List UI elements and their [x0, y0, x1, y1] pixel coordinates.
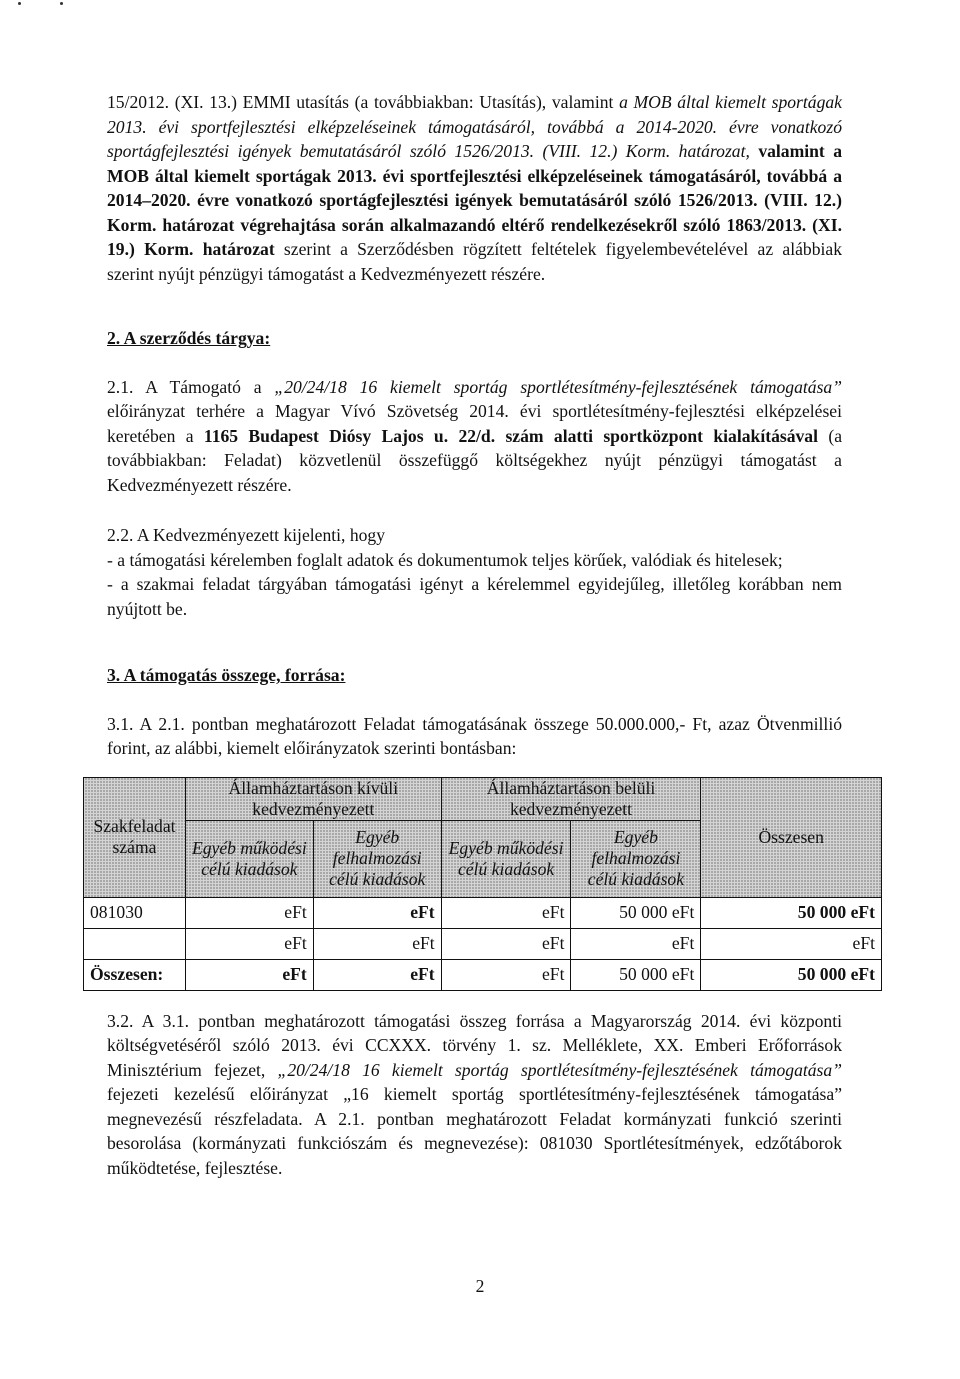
declaration-item-2: - a szakmai feladat tárgyában támogatási igényt a kérelemmel egyidejűleg, illetőleg korábban nem nyújtott be.: [107, 574, 842, 619]
paragraph-3-2: 3.2. A 3.1. pontban meghatározott támogatási összeg forrása a Magyarország 2014. évi központi költségvetéséről szóló 2013. évi CCXXX. törvény 1. sz. Melléklete, XX. Emberi Erőforrások Minisztérium fejezet, „20/24/18 16 kiemelt sportág sportlétesítmény-fejlesztésének támogatása” fejezeti kezelésű előirányzat „16 kiemelt sportág sportlétesítmény-fejlesztésének támogatása” megnevezésű részfeladata. A 2.1. pontban meghatározott Feladat kormányzati funkció szerinti besorolása (kormányzati funkciószám és megnevezése): 081030 Sportlétesítmények, edzőtáborok működtetése, fejlesztése.: [107, 1010, 842, 1178]
intro-text-1: 15/2012. (XI. 13.) EMMI utasítás (a továbbiakban: Utasítás), valamint: [107, 92, 620, 112]
paragraph-3-1: 3.1. A 2.1. pontban meghatározott Feladat támogatásának összege 50.000.000,- Ft, azaz Ötvenmillió forint, az alábbi, kiemelt előirányzatok szerinti bontásban:: [107, 713, 842, 758]
header-total: Összesen: [701, 777, 882, 897]
section-2-heading: 2. A szerződés tárgya:: [107, 328, 271, 348]
paragraph-2-2-intro: 2.2. A Kedvezményezett kijelenti, hogy: [107, 525, 386, 545]
intro-text-4: szerint a Szerződésben rögzített feltételek figyelembevételével az alábbiak szerint nyújt pénzügyi támogatást a Kedvezményezett részére.: [107, 239, 843, 284]
header-group-outside: Államháztartáson kívüli kedvezményezett: [185, 777, 441, 820]
subheader-operating-inside: Egyéb működési célú kiadások: [441, 820, 571, 897]
appropriation-name-2: „20/24/18 16 kiemelt sportág sportlétesítmény-fejlesztésének támogatása”: [277, 1059, 842, 1080]
paragraph-2-1: 2.1. A Támogató a „20/24/18 16 kiemelt sportág sportlétesítmény-fejlesztésének támogatása” előirányzat terhére a Magyar Vívó Szövetség 2014. évi sportlétesítmény-fejlesztési elképzelései keretében a 1165 Budapest Diósy Lajos u. 22/d. szám alatti sportközpont kialakításával (a továbbiakban: Feladat) közvetlenül összefüggő költségekhez nyújt pénzügyi támogatást a Kedvezményezett részére.: [107, 376, 843, 495]
header-group-inside: Államháztartáson belüli kedvezményezett: [441, 777, 701, 820]
intro-paragraph: [107, 90, 842, 286]
page-number: 2: [475, 1276, 485, 1296]
table-total-row: Összesen: eFt eFt eFt 50 000 eFt 50 000 eFt: [84, 959, 882, 990]
budget-table: [83, 777, 882, 991]
table-row: 081030 eFt eFt eFt 50 000 eFt 50 000 eFt: [84, 897, 882, 928]
paragraph-2-2: [107, 523, 842, 621]
section-3-heading: 3. A támogatás összege, forrása:: [107, 665, 346, 685]
appropriation-name: „20/24/18 16 kiemelt sportág sportlétesítmény-fejlesztésének támogatása”: [274, 376, 842, 397]
project-address: 1165 Budapest Diósy Lajos u. 22/d. szám alatti sportközpont kialakításával: [203, 425, 818, 446]
intro-bold-reference: valamint a MOB által kiemelt sportágak 2013. évi sportfejlesztési elképzeléseinek támogatásáról, továbbá a 2014–2020. évre vonatkozó sportágfejlesztési igények bemutatásáról szóló 1526/2013. (VIII. 12.) Korm. határozat végrehajtása során alkalmazandó eltérő rendelkezésekről szóló 1863/2013. (XI. 19.) Korm. határozat: [107, 141, 843, 259]
table-header-row: [84, 777, 882, 820]
subheader-capital-inside: Egyéb felhalmozási célú kiadások: [571, 820, 701, 897]
document-page: [90, 90, 875, 1180]
table-row: eFt eFt eFt eFt eFt: [84, 928, 882, 959]
declaration-item-1: - a támogatási kérelemben foglalt adatok és dokumentumok teljes körűek, valódiak és hitelesek;: [107, 549, 783, 570]
header-szakfeladat: Szakfeladat száma: [84, 777, 186, 897]
subheader-operating-outside: Egyéb működési célú kiadások: [185, 820, 313, 897]
intro-italic-reference: a MOB által kiemelt sportágak 2013. évi sportfejlesztési elképzeléseinek támogatásáról, továbbá a 2014-2020. évre vonatkozó sportágfejlesztési igények bemutatásáról szóló 1526/2013. (VIII. 12.) Korm. határozat,: [107, 92, 842, 161]
scan-marks: [18, 2, 68, 10]
subheader-capital-outside: Egyéb felhalmozási célú kiadások: [313, 820, 441, 897]
